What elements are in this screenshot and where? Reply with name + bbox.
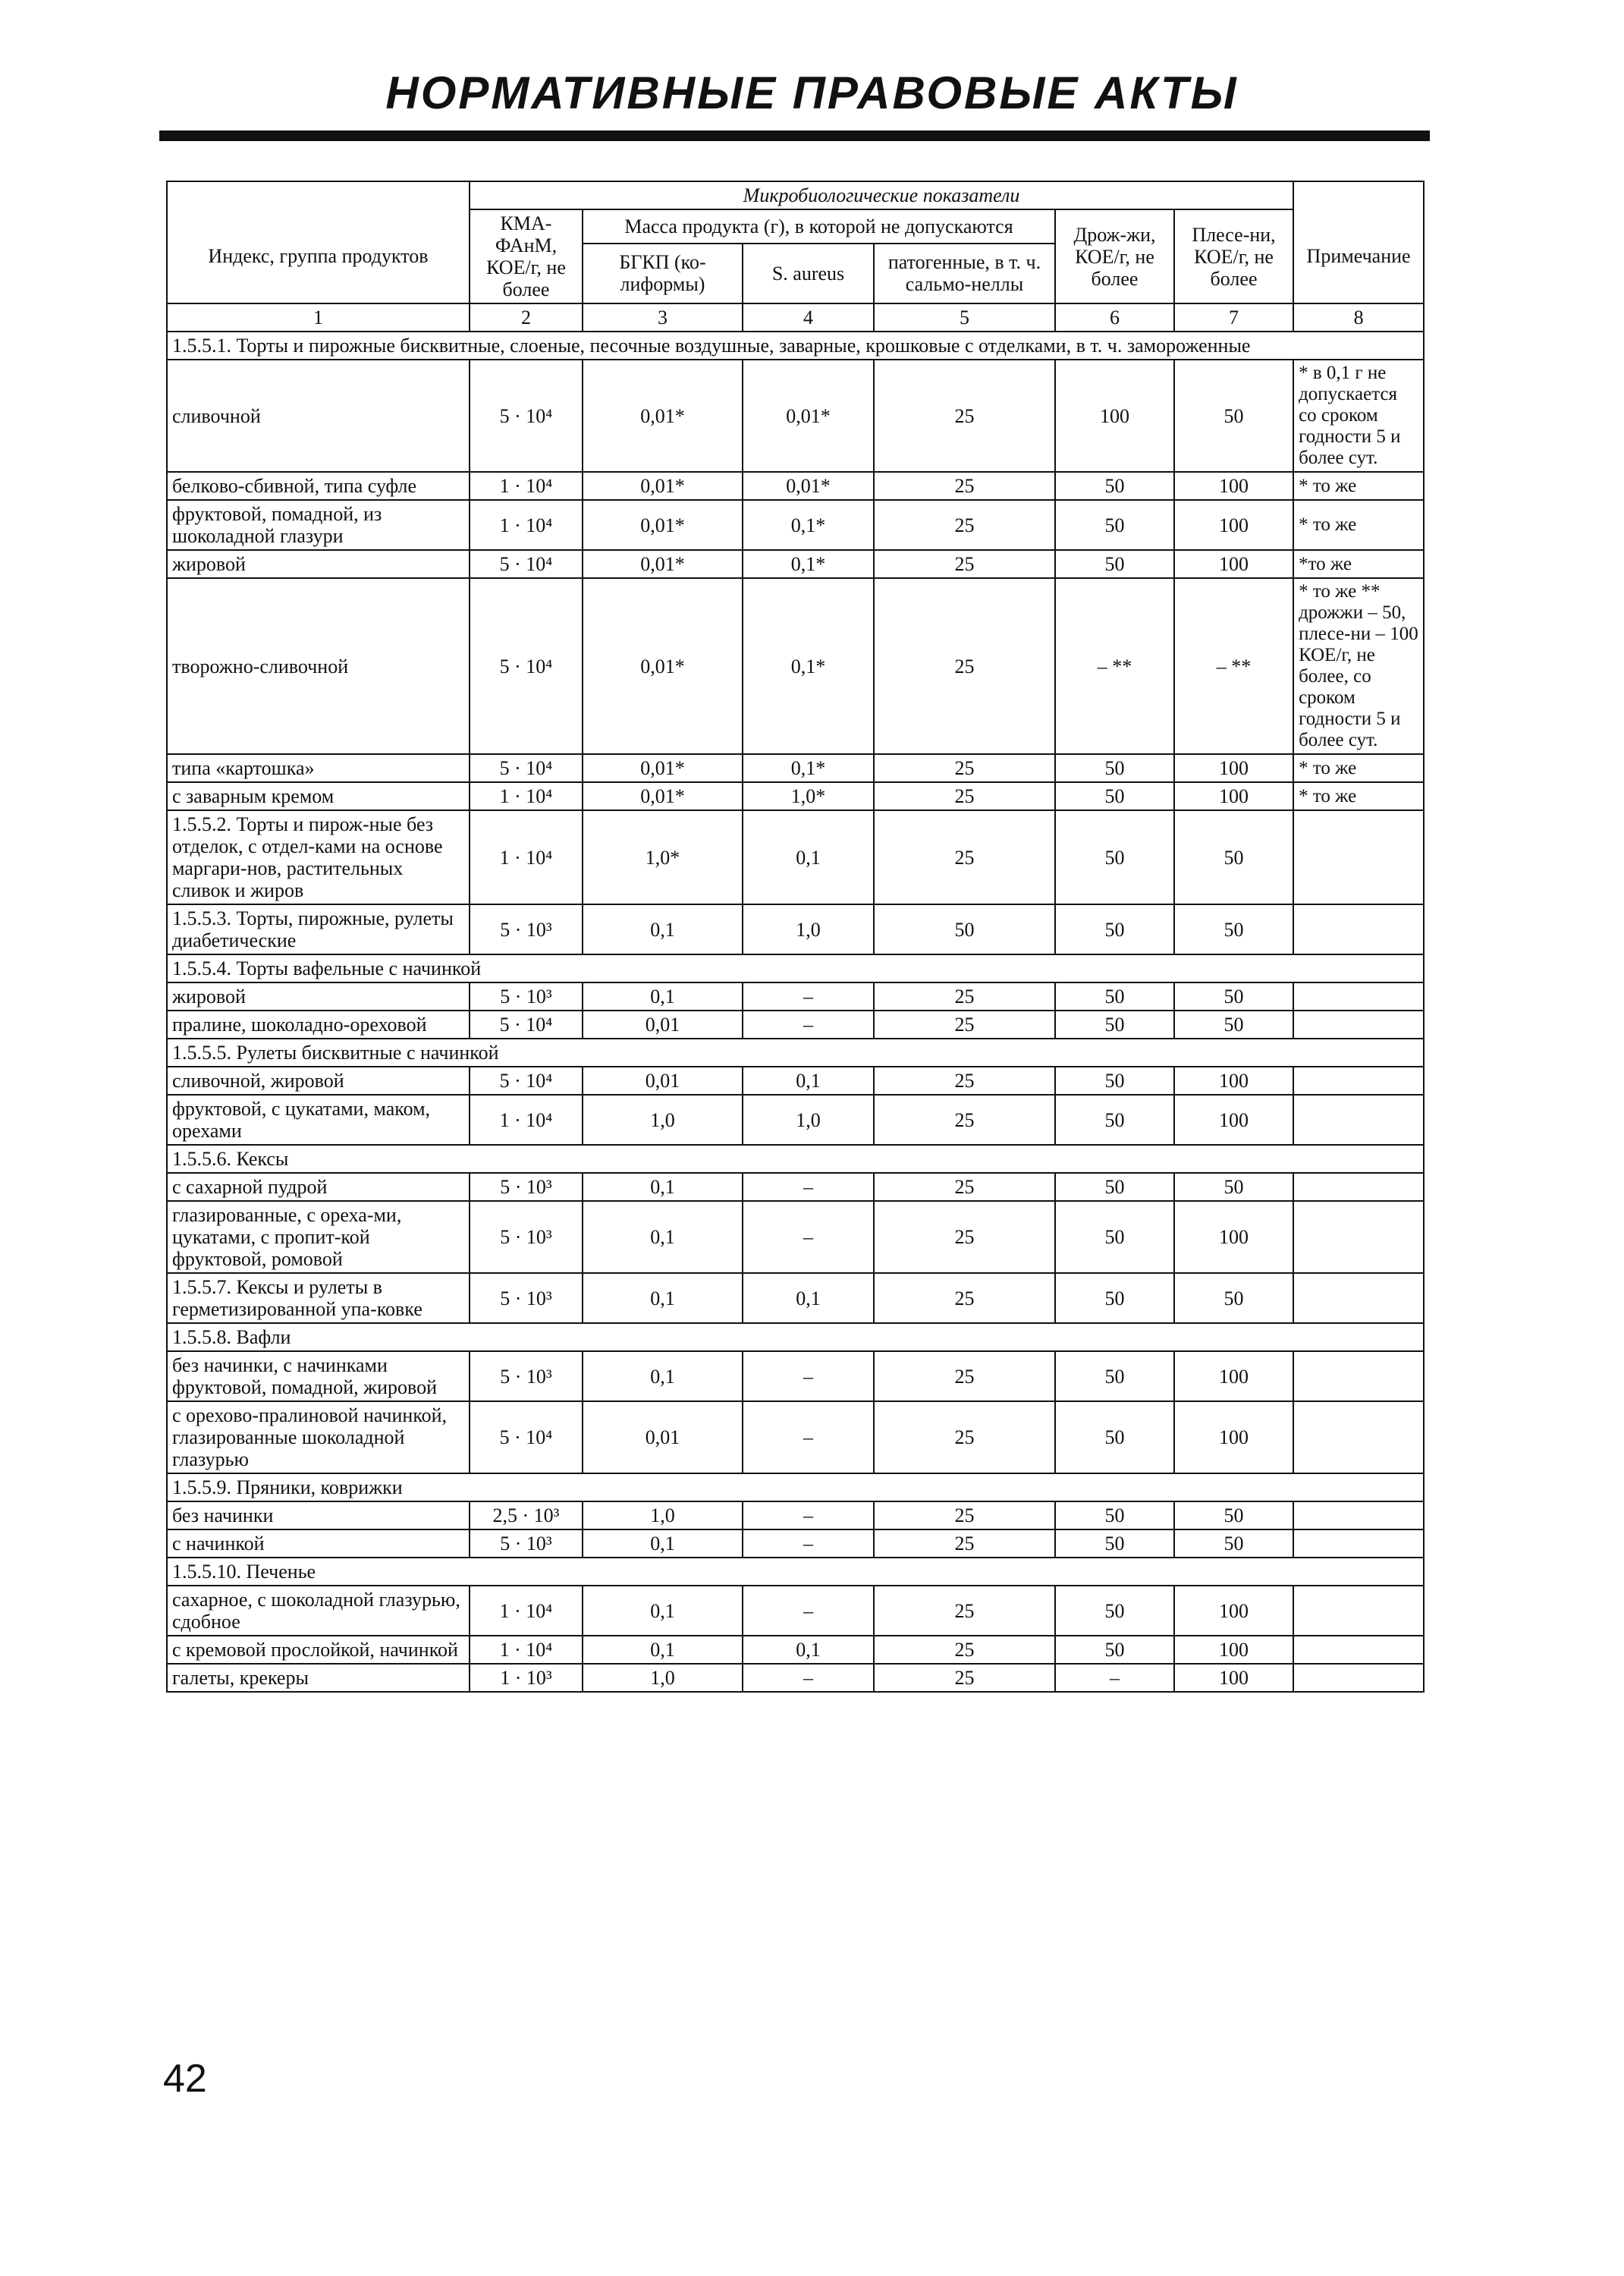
cell-yeast: 50 (1055, 782, 1174, 810)
section-row (167, 1473, 1424, 1501)
cell-mold: 100 (1174, 472, 1293, 500)
cell-note: * то же (1293, 500, 1424, 550)
cell-kmafanm: 5 · 10³ (470, 1273, 583, 1323)
cell-note (1293, 1529, 1424, 1558)
cell-bgkp: 0,01 (583, 1401, 743, 1473)
table-row (167, 904, 1424, 954)
header-bgkp: БГКП (ко-лиформы) (583, 244, 743, 303)
cell-product-group: 1.5.5.2. Торты и пирож-ные без отделок, с отдел-ками на основе маргари-нов, растительных сливок и жиров (167, 810, 470, 904)
table-row (167, 1401, 1424, 1473)
cell-pathogenic: 25 (874, 550, 1055, 578)
cell-bgkp: 0,01* (583, 472, 743, 500)
cell-kmafanm: 5 · 10⁴ (470, 754, 583, 782)
cell-saureus: 0,1 (743, 1067, 874, 1095)
cell-saureus: – (743, 1501, 874, 1529)
cell-yeast: 50 (1055, 1095, 1174, 1145)
cell-saureus: 0,1* (743, 550, 874, 578)
section-row (167, 1323, 1424, 1351)
cell-bgkp: 0,1 (583, 1173, 743, 1201)
cell-yeast: 50 (1055, 500, 1174, 550)
section-row (167, 332, 1424, 360)
col-number: 3 (583, 303, 743, 332)
cell-note (1293, 982, 1424, 1011)
cell-pathogenic: 25 (874, 1173, 1055, 1201)
col-number: 5 (874, 303, 1055, 332)
cell-note (1293, 1095, 1424, 1145)
cell-saureus: 0,1* (743, 500, 874, 550)
section-title: 1.5.5.4. Торты вафельные с начинкой (167, 954, 1424, 982)
cell-note (1293, 1501, 1424, 1529)
cell-saureus: 0,01* (743, 360, 874, 472)
cell-note (1293, 1636, 1424, 1664)
cell-product-group: с заварным кремом (167, 782, 470, 810)
section-title: 1.5.5.10. Печенье (167, 1558, 1424, 1586)
header-index: Индекс, группа продуктов (167, 209, 470, 303)
cell-yeast: 50 (1055, 904, 1174, 954)
cell-kmafanm: 5 · 10³ (470, 1173, 583, 1201)
cell-pathogenic: 25 (874, 1201, 1055, 1273)
cell-saureus: – (743, 982, 874, 1011)
cell-saureus: – (743, 1529, 874, 1558)
header-yeast: Дрож-жи, КОЕ/г, не более (1055, 209, 1174, 303)
table-row (167, 810, 1424, 904)
cell-pathogenic: 25 (874, 1011, 1055, 1039)
cell-note: *то же (1293, 550, 1424, 578)
cell-saureus: 1,0* (743, 782, 874, 810)
cell-yeast: 50 (1055, 982, 1174, 1011)
cell-kmafanm: 5 · 10³ (470, 1529, 583, 1558)
cell-bgkp: 0,01* (583, 500, 743, 550)
table-row (167, 1664, 1424, 1692)
section-row (167, 1039, 1424, 1067)
cell-mold: 100 (1174, 500, 1293, 550)
cell-bgkp: 0,01 (583, 1011, 743, 1039)
cell-product-group: 1.5.5.3. Торты, пирожные, рулеты диабетические (167, 904, 470, 954)
cell-yeast: 50 (1055, 1636, 1174, 1664)
table-row (167, 1501, 1424, 1529)
table-row (167, 472, 1424, 500)
cell-product-group: белково-сбивной, типа суфле (167, 472, 470, 500)
cell-note (1293, 1664, 1424, 1692)
cell-saureus: – (743, 1401, 874, 1473)
cell-yeast: 50 (1055, 1273, 1174, 1323)
table-caption: Микробиологические показатели (470, 181, 1293, 209)
table-row (167, 782, 1424, 810)
cell-note (1293, 1201, 1424, 1273)
cell-saureus: 0,01* (743, 472, 874, 500)
header-note: Примечание (1293, 209, 1424, 303)
cell-pathogenic: 25 (874, 1529, 1055, 1558)
table-row (167, 1586, 1424, 1636)
cell-kmafanm: 5 · 10⁴ (470, 1401, 583, 1473)
cell-pathogenic: 25 (874, 810, 1055, 904)
cell-bgkp: 0,1 (583, 1273, 743, 1323)
header-kmafanm: КМА-ФАнМ, КОЕ/г, не более (470, 209, 583, 303)
table-row (167, 1173, 1424, 1201)
cell-pathogenic: 25 (874, 578, 1055, 754)
cell-pathogenic: 25 (874, 500, 1055, 550)
cell-pathogenic: 25 (874, 1273, 1055, 1323)
cell-note: * то же ** дрожжи – 50, плесе-ни – 100 КОЕ/г, не более, со сроком годности 5 и более сут. (1293, 578, 1424, 754)
cell-mold: 50 (1174, 1011, 1293, 1039)
page-header-title: НОРМАТИВНЫЕ ПРАВОВЫЕ АКТЫ (385, 68, 1239, 118)
cell-mold: 100 (1174, 1351, 1293, 1401)
cell-yeast: 50 (1055, 472, 1174, 500)
cell-pathogenic: 25 (874, 1664, 1055, 1692)
col-number: 7 (1174, 303, 1293, 332)
cell-note: * то же (1293, 754, 1424, 782)
cell-pathogenic: 25 (874, 1586, 1055, 1636)
cell-mold: 50 (1174, 904, 1293, 954)
cell-product-group: жировой (167, 982, 470, 1011)
cell-product-group: без начинки, с начинками фруктовой, помадной, жировой (167, 1351, 470, 1401)
cell-bgkp: 1,0 (583, 1501, 743, 1529)
microbiology-table (166, 181, 1425, 1693)
col-number: 4 (743, 303, 874, 332)
cell-yeast: 50 (1055, 1401, 1174, 1473)
cell-bgkp: 0,1 (583, 1351, 743, 1401)
cell-product-group: с сахарной пудрой (167, 1173, 470, 1201)
cell-note (1293, 810, 1424, 904)
table-row (167, 550, 1424, 578)
cell-kmafanm: 1 · 10⁴ (470, 472, 583, 500)
cell-mold: 100 (1174, 1201, 1293, 1273)
cell-mold: 50 (1174, 1173, 1293, 1201)
table-row (167, 754, 1424, 782)
table-row (167, 1011, 1424, 1039)
table-row (167, 578, 1424, 754)
cell-mold: 100 (1174, 782, 1293, 810)
cell-mold: 100 (1174, 1401, 1293, 1473)
section-title: 1.5.5.9. Пряники, коврижки (167, 1473, 1424, 1501)
header-rule (159, 130, 1430, 141)
cell-kmafanm: 5 · 10⁴ (470, 1011, 583, 1039)
empty-header-cell (167, 181, 470, 209)
cell-note: * то же (1293, 472, 1424, 500)
cell-kmafanm: 1 · 10⁴ (470, 500, 583, 550)
cell-product-group: фруктовой, с цукатами, маком, орехами (167, 1095, 470, 1145)
cell-bgkp: 0,01* (583, 360, 743, 472)
section-row (167, 1145, 1424, 1173)
cell-note (1293, 1067, 1424, 1095)
cell-note (1293, 1273, 1424, 1323)
column-number-row (167, 303, 1424, 332)
cell-pathogenic: 25 (874, 360, 1055, 472)
cell-mold: 100 (1174, 1095, 1293, 1145)
table-row (167, 500, 1424, 550)
cell-yeast: 50 (1055, 1586, 1174, 1636)
cell-product-group: пралине, шоколадно-ореховой (167, 1011, 470, 1039)
col-number: 1 (167, 303, 470, 332)
table-row (167, 1095, 1424, 1145)
cell-pathogenic: 25 (874, 982, 1055, 1011)
cell-note (1293, 904, 1424, 954)
cell-pathogenic: 25 (874, 1501, 1055, 1529)
cell-bgkp: 0,1 (583, 982, 743, 1011)
cell-pathogenic: 25 (874, 782, 1055, 810)
cell-bgkp: 0,1 (583, 1201, 743, 1273)
cell-bgkp: 1,0 (583, 1664, 743, 1692)
cell-product-group: творожно-сливочной (167, 578, 470, 754)
cell-yeast: – ** (1055, 578, 1174, 754)
table-row (167, 1529, 1424, 1558)
cell-kmafanm: 1 · 10⁴ (470, 1586, 583, 1636)
table-body (167, 332, 1424, 1692)
cell-note (1293, 1401, 1424, 1473)
cell-yeast: 50 (1055, 754, 1174, 782)
cell-bgkp: 0,01* (583, 782, 743, 810)
cell-mold: 50 (1174, 982, 1293, 1011)
cell-mold: 100 (1174, 1664, 1293, 1692)
cell-kmafanm: 1 · 10³ (470, 1664, 583, 1692)
cell-pathogenic: 25 (874, 1095, 1055, 1145)
table-row (167, 360, 1424, 472)
cell-yeast: 100 (1055, 360, 1174, 472)
section-title: 1.5.5.5. Рулеты бисквитные с начинкой (167, 1039, 1424, 1067)
section-row (167, 1558, 1424, 1586)
col-number: 6 (1055, 303, 1174, 332)
cell-kmafanm: 5 · 10⁴ (470, 1067, 583, 1095)
cell-saureus: 0,1* (743, 754, 874, 782)
cell-kmafanm: 5 · 10³ (470, 904, 583, 954)
section-row (167, 954, 1424, 982)
cell-product-group: 1.5.5.7. Кексы и рулеты в герметизированной упа-ковке (167, 1273, 470, 1323)
cell-yeast: 50 (1055, 1173, 1174, 1201)
cell-saureus: 1,0 (743, 904, 874, 954)
cell-yeast: 50 (1055, 1351, 1174, 1401)
cell-note (1293, 1011, 1424, 1039)
table-header (167, 181, 1424, 332)
cell-bgkp: 0,1 (583, 1636, 743, 1664)
cell-saureus: 0,1* (743, 578, 874, 754)
header-mold: Плесе-ни, КОЕ/г, не более (1174, 209, 1293, 303)
section-title: 1.5.5.8. Вафли (167, 1323, 1424, 1351)
cell-kmafanm: 5 · 10³ (470, 1351, 583, 1401)
cell-pathogenic: 25 (874, 1067, 1055, 1095)
cell-kmafanm: 5 · 10³ (470, 982, 583, 1011)
table-row (167, 982, 1424, 1011)
col-number: 2 (470, 303, 583, 332)
cell-product-group: с кремовой прослойкой, начинкой (167, 1636, 470, 1664)
cell-bgkp: 0,01* (583, 550, 743, 578)
cell-saureus: – (743, 1173, 874, 1201)
cell-mold: 50 (1174, 1529, 1293, 1558)
cell-saureus: 1,0 (743, 1095, 874, 1145)
cell-kmafanm: 1 · 10⁴ (470, 782, 583, 810)
header-mass-group: Масса продукта (г), в которой не допускаются (583, 209, 1055, 244)
cell-mold: 100 (1174, 550, 1293, 578)
cell-yeast: – (1055, 1664, 1174, 1692)
cell-pathogenic: 25 (874, 754, 1055, 782)
cell-product-group: сливочной, жировой (167, 1067, 470, 1095)
cell-saureus: – (743, 1664, 874, 1692)
cell-product-group: глазированные, с ореха-ми, цукатами, с пропит-кой фруктовой, ромовой (167, 1201, 470, 1273)
cell-mold: 100 (1174, 1067, 1293, 1095)
section-title: 1.5.5.1. Торты и пирожные бисквитные, слоеные, песочные воздушные, заварные, крошковые с отделками, в т. ч. замороженные (167, 332, 1424, 360)
cell-bgkp: 0,01* (583, 754, 743, 782)
table-row (167, 1201, 1424, 1273)
cell-product-group: с начинкой (167, 1529, 470, 1558)
cell-bgkp: 0,01* (583, 578, 743, 754)
table-row (167, 1351, 1424, 1401)
cell-saureus: – (743, 1201, 874, 1273)
header-pathogenic: патогенные, в т. ч. сальмо-неллы (874, 244, 1055, 303)
table-row (167, 1067, 1424, 1095)
cell-kmafanm: 1 · 10⁴ (470, 1636, 583, 1664)
cell-product-group: сахарное, с шоколадной глазурью, сдобное (167, 1586, 470, 1636)
cell-note (1293, 1173, 1424, 1201)
cell-note (1293, 1586, 1424, 1636)
cell-product-group: сливочной (167, 360, 470, 472)
col-number: 8 (1293, 303, 1424, 332)
cell-yeast: 50 (1055, 550, 1174, 578)
cell-saureus: – (743, 1351, 874, 1401)
cell-pathogenic: 25 (874, 1401, 1055, 1473)
cell-yeast: 50 (1055, 1501, 1174, 1529)
cell-mold: 50 (1174, 1273, 1293, 1323)
cell-product-group: без начинки (167, 1501, 470, 1529)
cell-saureus: – (743, 1011, 874, 1039)
cell-product-group: типа «картошка» (167, 754, 470, 782)
cell-bgkp: 1,0* (583, 810, 743, 904)
cell-kmafanm: 2,5 · 10³ (470, 1501, 583, 1529)
page-number: 42 (163, 2057, 207, 2101)
cell-kmafanm: 1 · 10⁴ (470, 1095, 583, 1145)
cell-pathogenic: 50 (874, 904, 1055, 954)
cell-kmafanm: 1 · 10⁴ (470, 810, 583, 904)
section-title: 1.5.5.6. Кексы (167, 1145, 1424, 1173)
cell-bgkp: 0,1 (583, 1529, 743, 1558)
header-saureus: S. aureus (743, 244, 874, 303)
cell-yeast: 50 (1055, 1201, 1174, 1273)
cell-mold: 50 (1174, 360, 1293, 472)
cell-mold: 50 (1174, 1501, 1293, 1529)
cell-note: * в 0,1 г не допускается со сроком годности 5 и более сут. (1293, 360, 1424, 472)
cell-bgkp: 0,01 (583, 1067, 743, 1095)
cell-kmafanm: 5 · 10⁴ (470, 578, 583, 754)
cell-yeast: 50 (1055, 1529, 1174, 1558)
table-row (167, 1273, 1424, 1323)
cell-saureus: 0,1 (743, 1636, 874, 1664)
cell-yeast: 50 (1055, 1011, 1174, 1039)
table-row (167, 1636, 1424, 1664)
empty-header-cell (1293, 181, 1424, 209)
cell-product-group: фруктовой, помадной, из шоколадной глазури (167, 500, 470, 550)
cell-kmafanm: 5 · 10³ (470, 1201, 583, 1273)
cell-mold: – ** (1174, 578, 1293, 754)
cell-bgkp: 0,1 (583, 904, 743, 954)
cell-bgkp: 0,1 (583, 1586, 743, 1636)
cell-product-group: галеты, крекеры (167, 1664, 470, 1692)
cell-pathogenic: 25 (874, 1351, 1055, 1401)
cell-mold: 100 (1174, 1636, 1293, 1664)
cell-kmafanm: 5 · 10⁴ (470, 550, 583, 578)
cell-note: * то же (1293, 782, 1424, 810)
cell-yeast: 50 (1055, 1067, 1174, 1095)
cell-saureus: 0,1 (743, 1273, 874, 1323)
cell-kmafanm: 5 · 10⁴ (470, 360, 583, 472)
cell-mold: 100 (1174, 754, 1293, 782)
cell-saureus: – (743, 1586, 874, 1636)
cell-pathogenic: 25 (874, 472, 1055, 500)
cell-mold: 50 (1174, 810, 1293, 904)
cell-bgkp: 1,0 (583, 1095, 743, 1145)
cell-note (1293, 1351, 1424, 1401)
cell-yeast: 50 (1055, 810, 1174, 904)
cell-pathogenic: 25 (874, 1636, 1055, 1664)
cell-product-group: с орехово-пралиновой начинкой, глазированные шоколадной глазурью (167, 1401, 470, 1473)
cell-saureus: 0,1 (743, 810, 874, 904)
cell-product-group: жировой (167, 550, 470, 578)
cell-mold: 100 (1174, 1586, 1293, 1636)
